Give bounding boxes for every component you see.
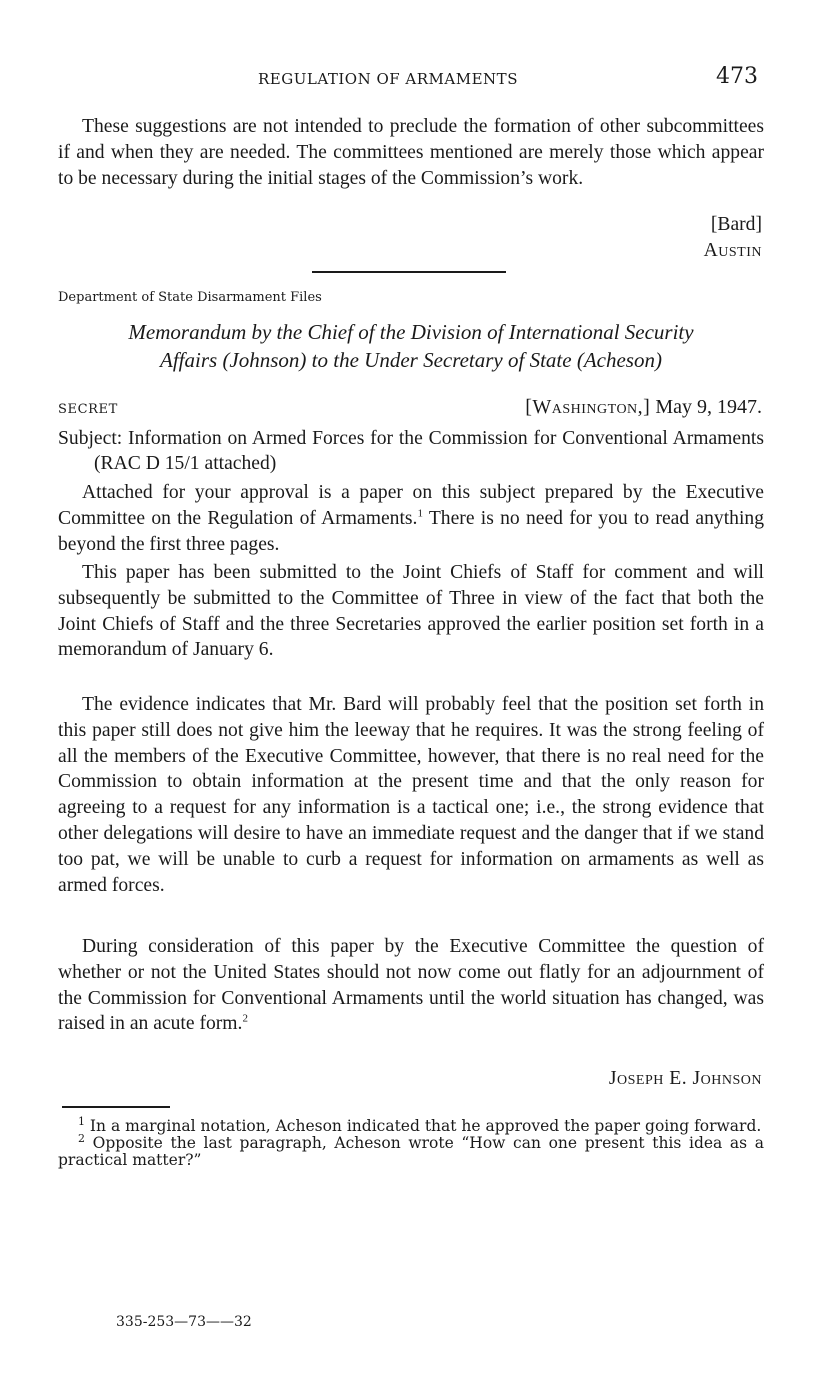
footnote-2-mark: 2 — [78, 1131, 85, 1145]
footnote-2 — [58, 1131, 764, 1169]
footnote-1-mark: 1 — [78, 1114, 85, 1128]
paragraph-1-rest: There is no need for you to read anything beyond the first three pages. — [58, 507, 764, 555]
source-note: Department of State Disarmament Files — [58, 290, 322, 305]
footnote-ref-2: 2 — [242, 1012, 248, 1025]
footnote-1-text: In a marginal notation, Acheson indicated that he approved the paper going forward. — [85, 1117, 762, 1135]
paragraph-2: This paper has been submitted to the Joint Chiefs of Staff for comment and will subsequently be submitted to the Committee of Three in view of the fact that both the Joint Chiefs of Staff and the three Secretaries approved the earlier position set forth in a memorandum of January 6. — [58, 562, 764, 661]
bracketed-signature: [Bard] — [710, 214, 762, 235]
footnote-ref-1: 1 — [417, 507, 423, 520]
footnotes — [58, 1114, 764, 1169]
subject-line: Subject: Information on Armed Forces for the Commission for Conventional Armaments (RAC D 15/1 attached) — [58, 428, 764, 474]
footnote-1 — [58, 1114, 764, 1135]
running-title: REGULATION OF ARMAMENTS — [258, 70, 518, 88]
dateline — [525, 396, 762, 419]
paragraph-4 — [58, 934, 764, 1037]
prior-signature: Austin — [703, 240, 762, 261]
paragraph-4-text: During consideration of this paper by the Executive Committee the question of whether or not the United States should not now come out flatly for an adjournment of the Commission for Conventional Armaments until the world situation has changed, was raised in an acute form. — [58, 936, 764, 1035]
footnote-2-text: Opposite the last paragraph, Acheson wrote “How can one present this idea as a practical matter?” — [58, 1134, 764, 1169]
paragraph-1 — [58, 480, 764, 557]
memo-signature: Joseph E. Johnson — [608, 1068, 762, 1089]
page-number: 473 — [716, 64, 758, 89]
footnote-rule — [62, 1106, 170, 1108]
date: May 9, 1947. — [655, 396, 762, 418]
section-divider — [312, 271, 506, 273]
printer-line: 335-253—73——32 — [116, 1314, 252, 1330]
classification: SECRET — [58, 402, 118, 417]
prior-closing-paragraph: These suggestions are not intended to preclude the formation of other subcommittees if and when they are needed. The committees mentioned are merely those which appear to be necessary during the initial stages of the Commission’s work. — [58, 116, 764, 189]
memo-title-line-1: Memorandum by the Chief of the Division of International Security — [128, 320, 694, 344]
memo-title-line-2: Affairs (Johnson) to the Under Secretary of State (Acheson) — [160, 348, 662, 372]
place: [Washington,] — [525, 396, 651, 418]
paragraph-1-text: Attached for your approval is a paper on this subject prepared by the Executive Committee on the Regulation of Armaments. — [58, 482, 764, 529]
paragraph-3: The evidence indicates that Mr. Bard will probably feel that the position set forth in this paper still does not give him the leeway that he requires. It was the strong feeling of all the members of the Executive Committee, however, that there is no real need for the Commission to obtain information at the present time and that the only reason for agreeing to a request for any information is a tactical one; i.e., the strong evidence that other delegations will desire to have an immediate request and the danger that if we stand too pat, we will be unable to curb a request for information on armaments as well as armed forces. — [58, 694, 764, 896]
memo-title — [58, 318, 764, 374]
